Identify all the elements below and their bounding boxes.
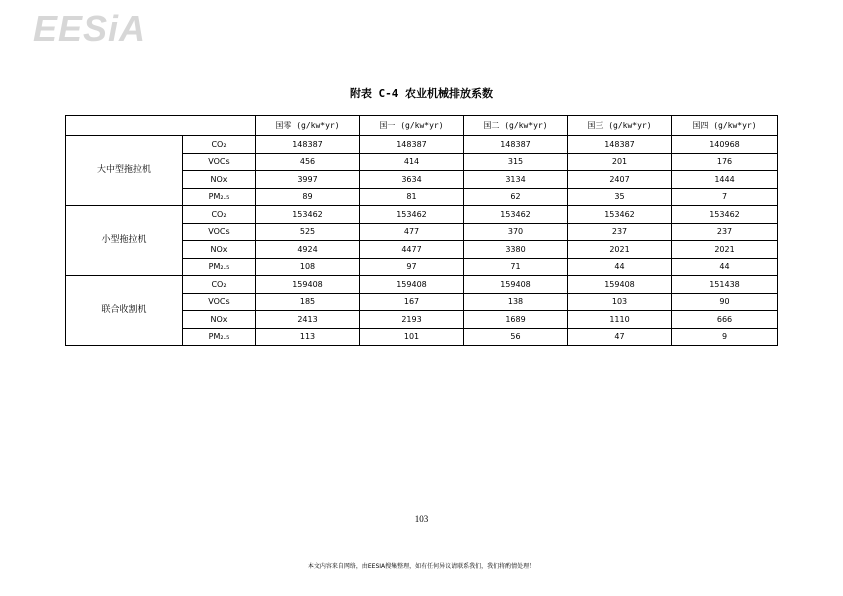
value-cell: 159408	[360, 276, 464, 294]
value-cell: 148387	[568, 136, 672, 154]
header-blank-cell	[66, 116, 256, 136]
header-cell-stage3: 国三 (g/kw*yr)	[568, 116, 672, 136]
value-cell: 71	[464, 258, 568, 276]
value-cell: 237	[672, 223, 778, 241]
value-cell: 201	[568, 153, 672, 171]
value-cell: 3380	[464, 241, 568, 259]
pollutant-cell: NOx	[183, 311, 256, 329]
value-cell: 101	[360, 328, 464, 346]
table-title: 附表 C-4 农业机械排放系数	[349, 87, 494, 100]
pollutant-cell: NOx	[183, 171, 256, 189]
value-cell: 153462	[672, 206, 778, 224]
value-cell: 477	[360, 223, 464, 241]
pollutant-cell: VOCs	[183, 153, 256, 171]
pollutant-cell: CO₂	[183, 136, 256, 154]
value-cell: 2021	[568, 241, 672, 259]
pollutant-cell: VOCs	[183, 293, 256, 311]
value-cell: 90	[672, 293, 778, 311]
value-cell: 4477	[360, 241, 464, 259]
value-cell: 237	[568, 223, 672, 241]
table-row	[66, 276, 778, 294]
value-cell: 4924	[256, 241, 360, 259]
value-cell: 176	[672, 153, 778, 171]
value-cell: 35	[568, 188, 672, 206]
value-cell: 370	[464, 223, 568, 241]
value-cell: 456	[256, 153, 360, 171]
header-cell-stage1: 国一 (g/kw*yr)	[360, 116, 464, 136]
machine-type-cell: 大中型拖拉机	[66, 136, 183, 206]
value-cell: 2413	[256, 311, 360, 329]
value-cell: 159408	[464, 276, 568, 294]
pollutant-cell: NOx	[183, 241, 256, 259]
value-cell: 9	[672, 328, 778, 346]
value-cell: 167	[360, 293, 464, 311]
pollutant-cell: VOCs	[183, 223, 256, 241]
value-cell: 1110	[568, 311, 672, 329]
pollutant-cell: PM₂.₅	[183, 328, 256, 346]
value-cell: 97	[360, 258, 464, 276]
value-cell: 414	[360, 153, 464, 171]
value-cell: 113	[256, 328, 360, 346]
pollutant-cell: PM₂.₅	[183, 258, 256, 276]
value-cell: 159408	[256, 276, 360, 294]
value-cell: 315	[464, 153, 568, 171]
value-cell: 153462	[464, 206, 568, 224]
value-cell: 138	[464, 293, 568, 311]
machine-type-cell: 联合收割机	[66, 276, 183, 346]
value-cell: 153462	[360, 206, 464, 224]
value-cell: 44	[568, 258, 672, 276]
value-cell: 153462	[568, 206, 672, 224]
pollutant-cell: PM₂.₅	[183, 188, 256, 206]
table-header-row	[66, 116, 778, 136]
value-cell: 56	[464, 328, 568, 346]
value-cell: 81	[360, 188, 464, 206]
pollutant-cell: CO₂	[183, 276, 256, 294]
value-cell: 159408	[568, 276, 672, 294]
header-cell-stage0: 国零 (g/kw*yr)	[256, 116, 360, 136]
table-body	[66, 136, 778, 346]
header-cell-stage4: 国四 (g/kw*yr)	[672, 116, 778, 136]
footer-note: 本文内容来自网络，由EESIA搜集整理，如有任何异议请联系我们，我们将酌情处理！	[307, 563, 536, 570]
eesia-logo: EESiA	[33, 8, 147, 49]
value-cell: 153462	[256, 206, 360, 224]
page-number: 103	[414, 514, 429, 524]
value-cell: 7	[672, 188, 778, 206]
table-row	[66, 206, 778, 224]
value-cell: 89	[256, 188, 360, 206]
value-cell: 185	[256, 293, 360, 311]
pollutant-cell: CO₂	[183, 206, 256, 224]
value-cell: 525	[256, 223, 360, 241]
value-cell: 62	[464, 188, 568, 206]
value-cell: 148387	[360, 136, 464, 154]
value-cell: 1689	[464, 311, 568, 329]
emission-factor-table	[65, 115, 778, 346]
value-cell: 47	[568, 328, 672, 346]
value-cell: 44	[672, 258, 778, 276]
value-cell: 151438	[672, 276, 778, 294]
value-cell: 148387	[464, 136, 568, 154]
value-cell: 108	[256, 258, 360, 276]
value-cell: 3134	[464, 171, 568, 189]
value-cell: 3997	[256, 171, 360, 189]
value-cell: 666	[672, 311, 778, 329]
machine-type-cell: 小型拖拉机	[66, 206, 183, 276]
table-row	[66, 136, 778, 154]
value-cell: 148387	[256, 136, 360, 154]
value-cell: 3634	[360, 171, 464, 189]
value-cell: 140968	[672, 136, 778, 154]
value-cell: 2193	[360, 311, 464, 329]
value-cell: 2021	[672, 241, 778, 259]
header-cell-stage2: 国二 (g/kw*yr)	[464, 116, 568, 136]
value-cell: 103	[568, 293, 672, 311]
value-cell: 2407	[568, 171, 672, 189]
value-cell: 1444	[672, 171, 778, 189]
